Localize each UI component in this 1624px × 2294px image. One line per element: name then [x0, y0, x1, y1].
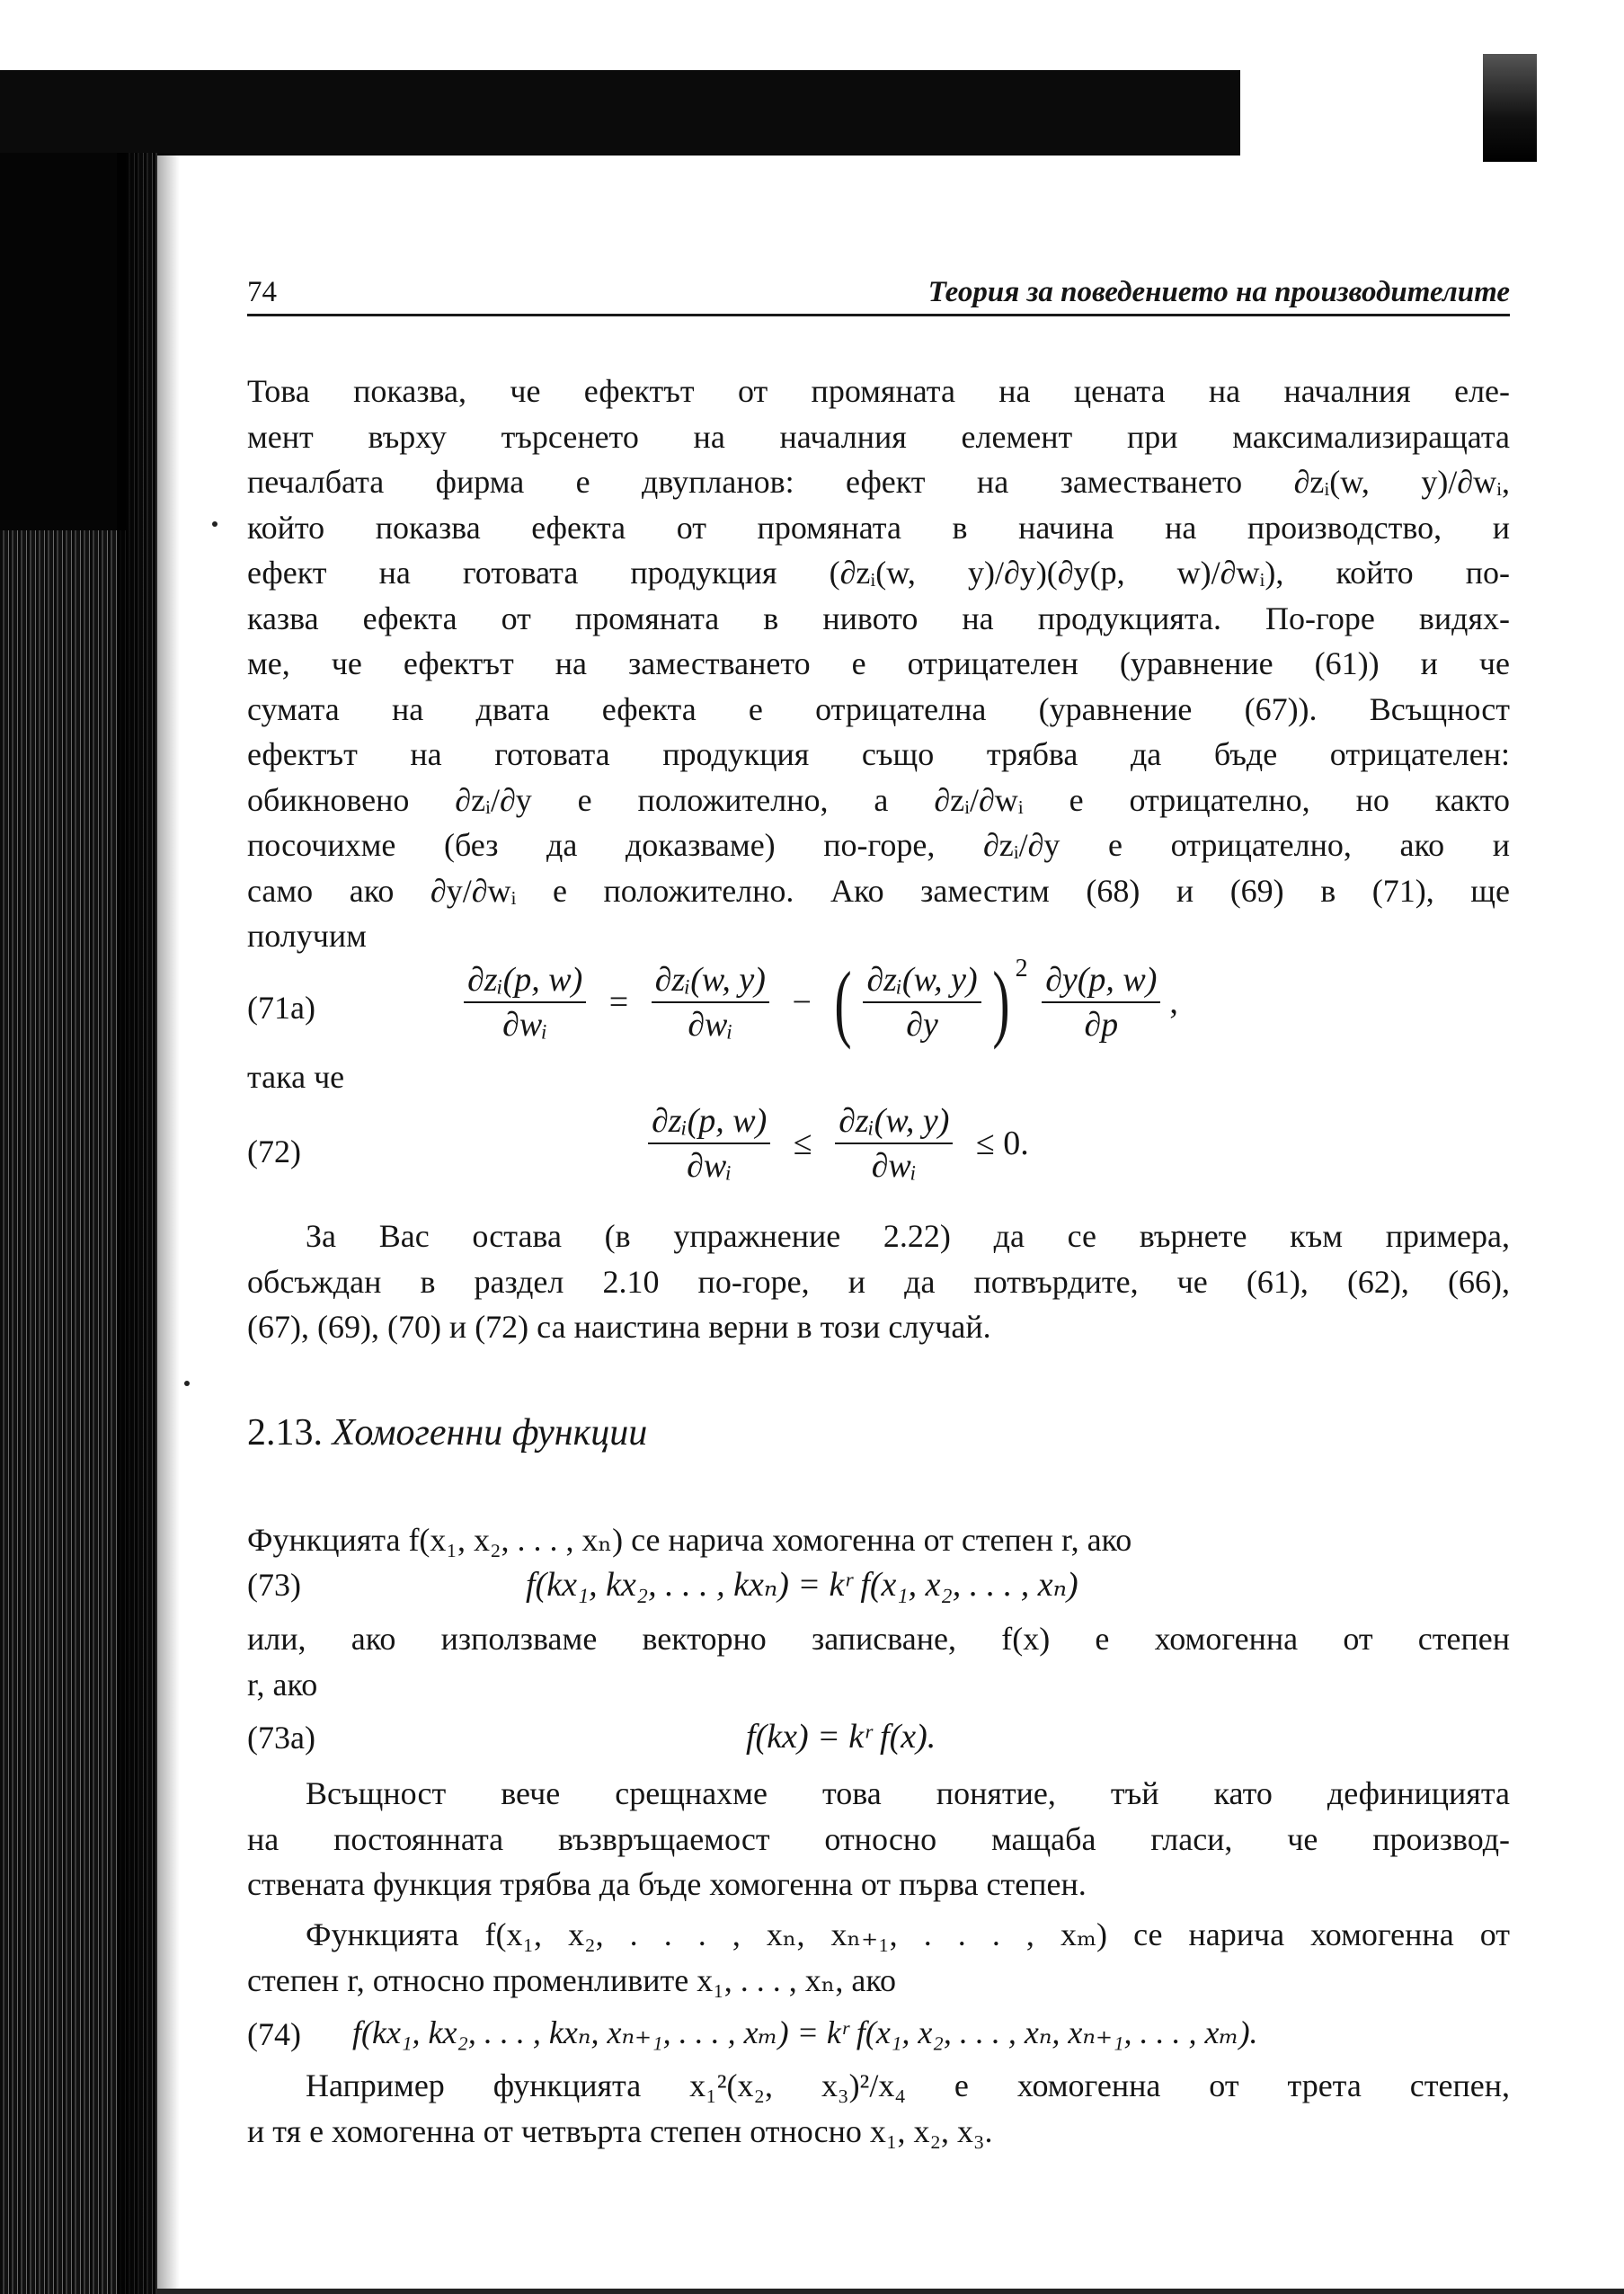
connector-text: така че — [247, 1059, 345, 1095]
paragraph-partial-homogeneity — [247, 1912, 1510, 2003]
text-line: посочихме (без да доказваме) по-горе, ∂zᵢ/∂y е отрицателно, ако и — [247, 827, 1510, 863]
text-line: и тя е хомогенна от четвърта степен относно x₁, x₂, x₃. — [247, 2112, 993, 2149]
definition-homogeneous — [247, 1517, 1510, 1563]
paragraph-example — [247, 2063, 1510, 2154]
equation-72: $\frac{\text{∂zᵢ(p, w)}}{\text{∂wᵢ}}$ ≤ $\frac{\text{∂zᵢ(w, y)}}{\text{∂wᵢ}}$ ≤ 0. — [643, 1101, 1038, 1186]
page-number: 74 — [247, 276, 277, 308]
text-line: степен r, относно променливите x₁, . . . , xₙ, ако — [247, 1961, 896, 1998]
section-title: Хомогенни функции — [332, 1412, 648, 1454]
fraction: $\frac{\text{∂zᵢ(w, y)}}{\partial y}$ — [863, 960, 981, 1045]
text-line: казва ефекта от промяната в нивото на продукцията. По-горе видях- — [247, 600, 1510, 636]
equation-74: f(kx₁, kx₂, . . . , kxₙ, xₙ₊₁, . . . , xₘ) = kʳ f(x₁, x₂, . . . , xₙ, xₙ₊₁, . . . , xₘ). — [352, 2014, 1258, 2050]
fraction: $\frac{\text{∂zᵢ(w, y)}}{\text{∂wᵢ}}$ — [652, 960, 769, 1045]
equation-73a: f(kx) = kʳ f(x). — [746, 1718, 936, 1756]
equation-label-73: (73) — [247, 1567, 301, 1603]
running-title: Теория за поведението на производителите — [927, 276, 1510, 308]
section-number: 2.13. — [247, 1412, 323, 1454]
fraction: $\frac{\text{∂zᵢ(w, y)}}{\text{∂wᵢ}}$ — [835, 1101, 953, 1186]
text-line: (67), (69), (70) и (72) са наистина верни в този случай. — [247, 1309, 991, 1345]
scan-shadow-corner — [1483, 54, 1537, 162]
text-line: на постоянната възвръщаемост относно мащаба гласи, че производ- — [247, 1820, 1510, 1857]
scan-margin-top — [0, 0, 1624, 70]
fraction: $\frac{\partial y(p, w)}{\partial p}$ — [1042, 960, 1160, 1045]
equation-label-71a: (71a) — [247, 990, 315, 1026]
equation-71a: $\frac{\text{∂zᵢ(p, w)}}{\text{∂wᵢ}}$ = $\frac{\text{∂zᵢ(w, y)}}{\text{∂wᵢ}}$ − ( $\frac{\text{∂zᵢ(w, y)}}{\partial y}$ ) $^2$ $\frac{\partial y(p, w)}{\partial p}$ , — [458, 955, 1178, 1045]
text-line: Функцията f(x₁, x₂, . . . , xₙ, xₙ₊₁, . . . , xₘ) се нарича хомогенна от — [306, 1916, 1510, 1952]
page-header — [247, 276, 1510, 316]
text-line: За Вас остава (в упражнение 2.22) да се върнете към примера, — [306, 1218, 1510, 1254]
equation-73: f(kx₁, kx₂, . . . , kxₙ) = kʳ f(x₁, x₂, . . . , xₙ) — [526, 1566, 1078, 1604]
section-heading — [247, 1411, 647, 1454]
text-line: печалбата фирма е двупланов: ефект на заместването ∂zᵢ(w, y)/∂wᵢ, — [247, 464, 1510, 500]
text-line: ме, че ефектът на заместването е отрицателен (уравнение (61)) и че — [247, 645, 1510, 681]
text-line: Това показва, че ефектът от промяната на цената на началния еле- — [247, 373, 1510, 409]
text-line: или, ако използваме векторно записване, f(x) е хомогенна от степен — [247, 1621, 1510, 1657]
text-line: обикновено ∂zᵢ/∂y е положително, а ∂zᵢ/∂wᵢ е отрицателно, но както — [247, 781, 1510, 818]
text-line: ефект на готовата продукция (∂zᵢ(w, y)/∂y)(∂y(p, w)/∂wᵢ), който по- — [247, 555, 1510, 591]
paragraph-vector-notation — [247, 1616, 1510, 1707]
text-line: Например функцията x₁²(x₂, x₃)²/x₄ е хомогенна от трета степен, — [306, 2067, 1510, 2103]
paragraph-exercise — [247, 1214, 1510, 1350]
text-line: получим — [247, 918, 367, 954]
text-line: мент върху търсенето на началния елемент при максимализиращата — [247, 418, 1510, 455]
equation-label-74: (74) — [247, 2016, 301, 2052]
equation-label-73a: (73a) — [247, 1720, 315, 1756]
text-line: обсъждан в раздел 2.10 по-горе, и да потвърдите, че (61), (62), (66), — [247, 1263, 1510, 1300]
text-line: само ако ∂y/∂wᵢ е положително. Ако заместим (68) и (69) в (71), ще — [247, 872, 1510, 909]
scan-shadow-fade — [117, 153, 180, 2294]
scan-shadow-top — [0, 70, 1240, 156]
text-line: ефектът на готовата продукция също трябва да бъде отрицателен: — [247, 736, 1510, 772]
text-line: сумата на двата ефекта е отрицателна (уравнение (67)). Всъщност — [247, 690, 1510, 727]
paragraph-substitution-effect — [247, 369, 1510, 959]
text-line: ствената функция трябва да бъде хомогенна от първа степен. — [247, 1866, 1087, 1902]
margin-dot — [212, 521, 217, 527]
fraction: $\frac{\text{∂zᵢ(p, w)}}{\text{∂wᵢ}}$ — [648, 1101, 770, 1186]
text-line: r, ако — [247, 1666, 318, 1703]
fraction: $\frac{\text{∂zᵢ(p, w)}}{\text{∂wᵢ}}$ — [464, 960, 586, 1045]
text-line: който показва ефекта от промяната в начина на производство, и — [247, 509, 1510, 546]
scan-shadow-left-top — [0, 153, 126, 530]
equation-label-72: (72) — [247, 1134, 301, 1169]
paragraph-constant-returns — [247, 1771, 1510, 1907]
scan-shadow-bottom — [157, 2289, 1624, 2294]
margin-dot — [184, 1381, 190, 1386]
text-line: Функцията f(x₁, x₂, . . . , xₙ) се нарича хомогенна от степен r, ако — [247, 1522, 1132, 1558]
text-line: Всъщност вече срещнахме това понятие, тъй като дефиницията — [306, 1775, 1510, 1811]
